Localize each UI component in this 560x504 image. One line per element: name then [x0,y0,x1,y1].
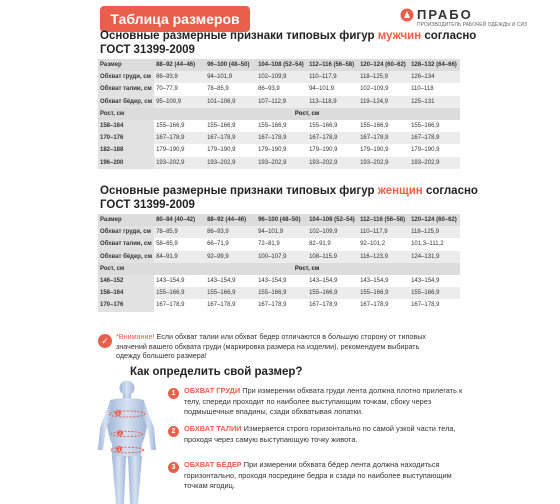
height-header-cell: Рост, см [154,108,460,120]
size-header-cell: 128–132 (64–66) [409,59,460,71]
measurement-cell: 107–112,9 [256,96,307,108]
brand-tagline: ПРОИЗВОДИТЕЛЬ РАБОЧЕЙ ОДЕЖДЫ И СИЗ [417,22,528,28]
height-header-cell: Рост, см [154,263,460,275]
how-to-measure-title: Как определить свой размер? [130,366,303,378]
height-cell: 155–166,9 [307,120,358,132]
height-row [98,299,460,311]
measurement-row [98,251,460,263]
height-header-row [98,108,460,120]
brand-logo-icon [400,8,414,22]
height-cell: 155–166,9 [256,120,307,132]
measurement-cell: 84–91,9 [154,251,205,263]
height-cell: 167–178,9 [154,132,205,144]
measurement-cell: 110–117,9 [307,71,358,83]
size-header-cell: 120–124 (60–62) [358,59,409,71]
height-cell: 167–178,9 [409,132,460,144]
height-row [98,144,460,156]
height-cell: 167–178,9 [307,132,358,144]
measurement-cell: 100–107,9 [256,251,307,263]
measurement-cell: 78–85,9 [154,226,205,238]
height-label: Рост, см [98,108,154,120]
check-icon: ✓ [98,334,112,348]
measurement-label: Обхват груди, см [98,226,154,238]
height-cell: 155–166,9 [358,287,409,299]
height-cell: 143–154,9 [409,275,460,287]
measurement-cell: 124–131,9 [409,251,460,263]
step-number: 3 [168,462,179,473]
measurement-cell: 119–124,9 [358,96,409,108]
measurement-cell: 102–109,9 [358,83,409,95]
height-cell: 155–166,9 [307,287,358,299]
measurement-cell: 118–125,9 [409,226,460,238]
measurement-label: Обхват бёдер, см [98,96,154,108]
height-cell: 179–190,9 [358,144,409,156]
measurement-cell: 72–81,9 [256,238,307,250]
measurement-cell: 66–71,9 [205,238,256,250]
height-cell: 143–154,9 [358,275,409,287]
measurement-cell: 116–123,9 [358,251,409,263]
height-cell: 155–166,9 [205,120,256,132]
height-row-label: 146–152 [98,275,154,287]
size-header-cell: 104–108 (52–54) [307,214,358,226]
measurement-cell: 86–93,9 [256,83,307,95]
brand-name: ПРАБО [417,7,473,22]
measurement-cell: 86–93,9 [154,71,205,83]
height-row-label: 170–176 [98,299,154,311]
height-cell: 193–202,9 [154,157,205,169]
measurement-label: Обхват талии, см [98,83,154,95]
measurement-label: Обхват талии, см [98,238,154,250]
measurement-cell: 94–101,9 [205,71,256,83]
height-cell: 193–202,9 [205,157,256,169]
measurement-cell: 126–134 [409,71,460,83]
height-cell: 155–166,9 [358,120,409,132]
svg-text:2: 2 [118,431,122,436]
height-cell: 167–178,9 [409,299,460,311]
height-cell: 143–154,9 [205,275,256,287]
measurement-row [98,226,460,238]
warning-note [98,332,468,364]
height-header-row [98,263,460,275]
height-cell: 193–202,9 [409,157,460,169]
step-text: ОБХВАТ БЁДЕР При измерении обхвата бёдер лента должна находиться горизонтально, проходя посредине бедра и сзади по наиболее выступающим точкам ягодиц. [184,460,452,490]
height-cell: 193–202,9 [358,157,409,169]
size-header-cell: 88–92 (44–46) [205,214,256,226]
height-cell: 193–202,9 [256,157,307,169]
svg-text:1: 1 [116,411,120,416]
height-row [98,275,460,287]
measurement-cell: 82–91,9 [307,238,358,250]
size-header-cell: 96–100 (48–50) [205,59,256,71]
height-row-label: 196–200 [98,157,154,169]
size-header-cell: 112–116 (56–58) [307,59,358,71]
measurement-cell: 58–65,9 [154,238,205,250]
measurement-row [98,83,460,95]
size-header-cell: 104–108 (52–54) [256,59,307,71]
measurement-cell: 78–85,9 [205,83,256,95]
size-label: Размер [98,214,154,226]
height-cell: 143–154,9 [256,275,307,287]
height-row [98,287,460,299]
height-cell: 179–190,9 [307,144,358,156]
height-row-label: 158–164 [98,120,154,132]
height-cell: 155–166,9 [256,287,307,299]
measurement-cell: 95–100,9 [154,96,205,108]
size-header-cell: 120–124 (60–62) [409,214,460,226]
height-row-label: 182–188 [98,144,154,156]
measurement-cell: 86–93,9 [205,226,256,238]
measurement-cell: 110–117,9 [358,226,409,238]
size-header-row [98,214,460,226]
size-header-cell: 88–92 (44–46) [154,59,205,71]
height-cell: 143–154,9 [307,275,358,287]
height-cell: 167–178,9 [358,299,409,311]
height-cell: 179–190,9 [409,144,460,156]
measurement-cell: 101,3–111,2 [409,238,460,250]
height-label: Рост, см [98,263,154,275]
height-cell: 155–166,9 [409,120,460,132]
measurement-cell: 92–99,9 [205,251,256,263]
size-label: Размер [98,59,154,71]
height-cell: 179–190,9 [256,144,307,156]
size-header-cell: 96–100 (48–50) [256,214,307,226]
measurement-cell: 92–101,2 [358,238,409,250]
size-header-cell: 80–84 (40–42) [154,214,205,226]
measurement-cell: 102–109,9 [256,71,307,83]
men-section-title: Основные размерные признаки типовых фигур мужчин согласно ГОСТ 31399-2009 [100,30,477,56]
height-row [98,157,460,169]
measurement-cell: 94–101,9 [307,83,358,95]
body-figure-icon [92,378,162,504]
measurement-cell: 108–115,9 [307,251,358,263]
height-row [98,132,460,144]
step-text: ОБХВАТ ТАЛИИ Измеряется строго горизонтально по самой узкой части тела, проходя через самую выступающую точку живота. [184,424,456,444]
height-cell: 167–178,9 [154,299,205,311]
size-header-cell: 112–116 (56–58) [358,214,409,226]
women-size-table [98,214,460,312]
height-row [98,120,460,132]
step-text: ОБХВАТ ГРУДИ При измерении обхвата груди лента должна плотно прилегать к телу, спереди проходит по наиболее выступающим точкам, сбоку через подмышечные впадины, сзади обхватывая лопатки. [184,386,463,416]
height-cell: 167–178,9 [307,299,358,311]
height-cell: 155–166,9 [205,287,256,299]
measurement-cell: 113–118,9 [307,96,358,108]
step-number: 1 [168,388,179,399]
height-cell: 179–190,9 [154,144,205,156]
height-row-label: 170–176 [98,132,154,144]
women-section-title: Основные размерные признаки типовых фигур женщин согласно ГОСТ 31399-2009 [100,185,478,211]
page-title-banner: Таблица размеров [100,6,250,32]
warning-text: *Внимание! Если обхват талии или обхват бедер отличаются в большую сторону от типовых значений вашего обхвата груди (маркировка размера на изделии), рекомендуем выбирать одежду большего размера! [116,332,426,360]
measurement-row [98,238,460,250]
height-cell: 193–202,9 [307,157,358,169]
height-cell: 155–166,9 [154,287,205,299]
measurement-cell: 125–131 [409,96,460,108]
measurement-cell: 70–77,9 [154,83,205,95]
height-cell: 167–178,9 [358,132,409,144]
measurement-row [98,71,460,83]
height-cell: 179–190,9 [205,144,256,156]
measurement-cell: 94–101,9 [256,226,307,238]
height-row-label: 158–164 [98,287,154,299]
height-cell: 167–178,9 [256,132,307,144]
height-cell: 155–166,9 [409,287,460,299]
measurement-label: Обхват бёдер, см [98,251,154,263]
svg-text:3: 3 [117,447,121,452]
size-header-row [98,59,460,71]
measurement-cell: 110–118 [409,83,460,95]
measurement-label: Обхват груди, см [98,71,154,83]
measurement-cell: 102–109,9 [307,226,358,238]
step-number: 2 [168,426,179,437]
height-cell: 167–178,9 [205,132,256,144]
measurement-cell: 101–106,9 [205,96,256,108]
height-cell: 143–154,9 [154,275,205,287]
men-size-table [98,59,460,169]
height-cell: 167–178,9 [205,299,256,311]
height-cell: 155–166,9 [154,120,205,132]
measurement-row [98,96,460,108]
measurement-cell: 118–125,9 [358,71,409,83]
height-cell: 167–178,9 [256,299,307,311]
